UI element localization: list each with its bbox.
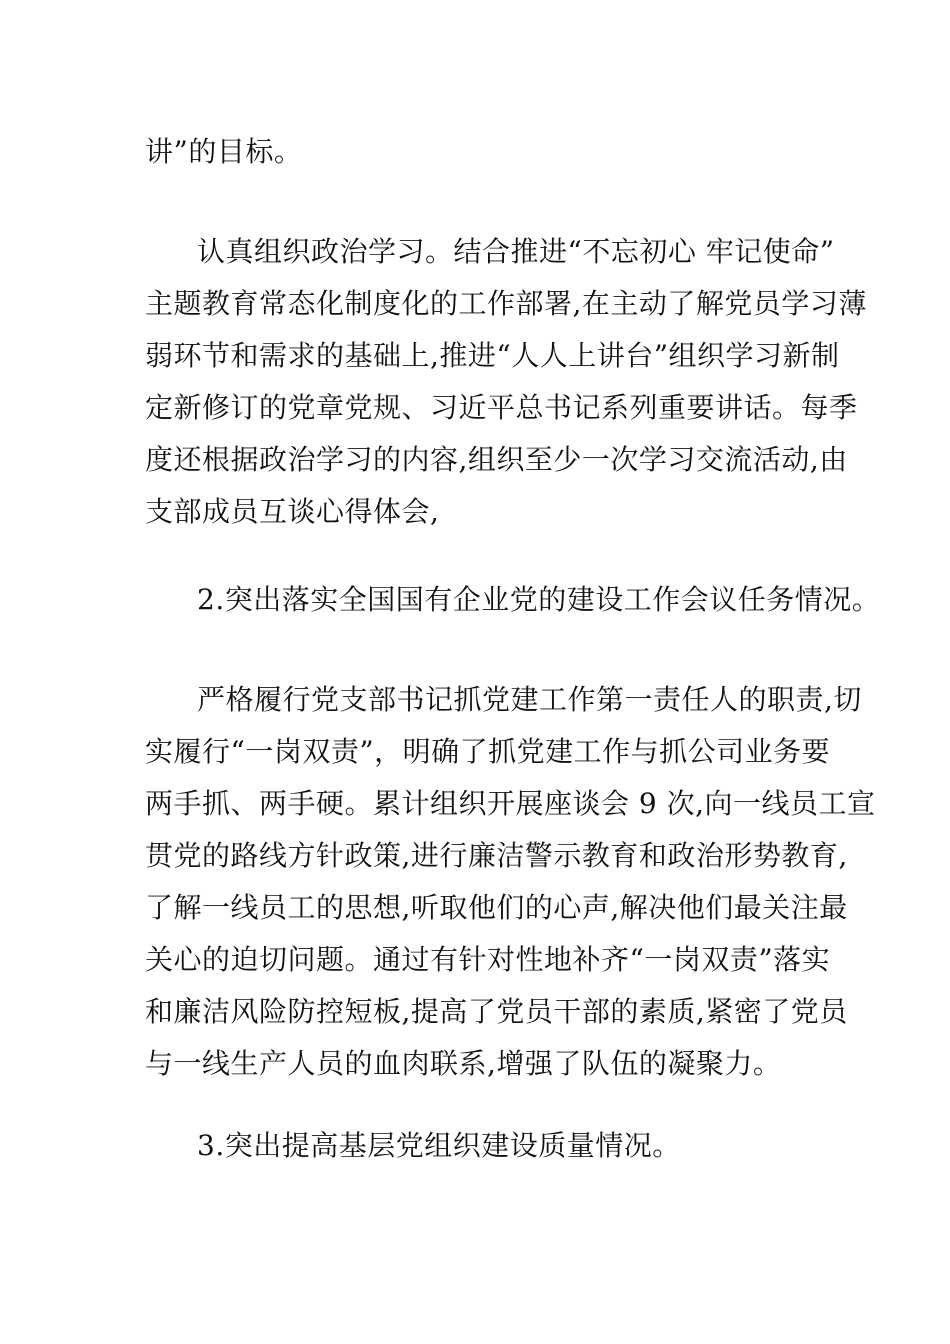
paragraph-line: 定新修订的党章党规、习近平总书记系列重要讲话。每季	[145, 391, 858, 424]
paragraph-line: 了解一线员工的思想,听取他们的心声,解决他们最关注最	[145, 891, 848, 924]
paragraph-line: 严格履行党支部书记抓党建工作第一责任人的职责,切	[197, 683, 862, 716]
paragraph-line: 和廉洁风险防控短板,提高了党员干部的素质,紧密了党员	[145, 995, 848, 1028]
paragraph-line: 两手抓、两手硬。累计组织开展座谈会 9 次,向一线员工宣	[145, 787, 876, 820]
paragraph-line: 与一线生产人员的血肉联系,增强了队伍的凝聚力。	[145, 1047, 782, 1080]
paragraph-line: 贯党的路线方针政策,进行廉洁警示教育和政治形势教育,	[145, 839, 848, 872]
paragraph-line: 弱环节和需求的基础上,推进“人人上讲台”组织学习新制	[145, 339, 840, 372]
paragraph-line: 关心的迫切问题。通过有针对性地补齐“一岗双责”落实	[145, 943, 831, 976]
section-heading: 2.突出落实全国国有企业党的建设工作会议任务情况。	[197, 583, 881, 616]
section-heading: 3.突出提高基层党组织建设质量情况。	[197, 1129, 681, 1162]
paragraph-line: 主题教育常态化制度化的工作部署,在主动了解党员学习薄	[145, 287, 867, 320]
paragraph-line: 度还根据政治学习的内容,组织至少一次学习交流活动,由	[145, 443, 848, 476]
paragraph-line: 实履行“一岗双责”，明确了抓党建工作与抓公司业务要	[145, 735, 831, 768]
paragraph-line: 认真组织政治学习。结合推进“不忘初心 牢记使命”	[197, 235, 835, 268]
paragraph-line: 讲”的目标。	[145, 135, 303, 168]
paragraph-line: 支部成员互谈心得体会,	[145, 495, 440, 528]
